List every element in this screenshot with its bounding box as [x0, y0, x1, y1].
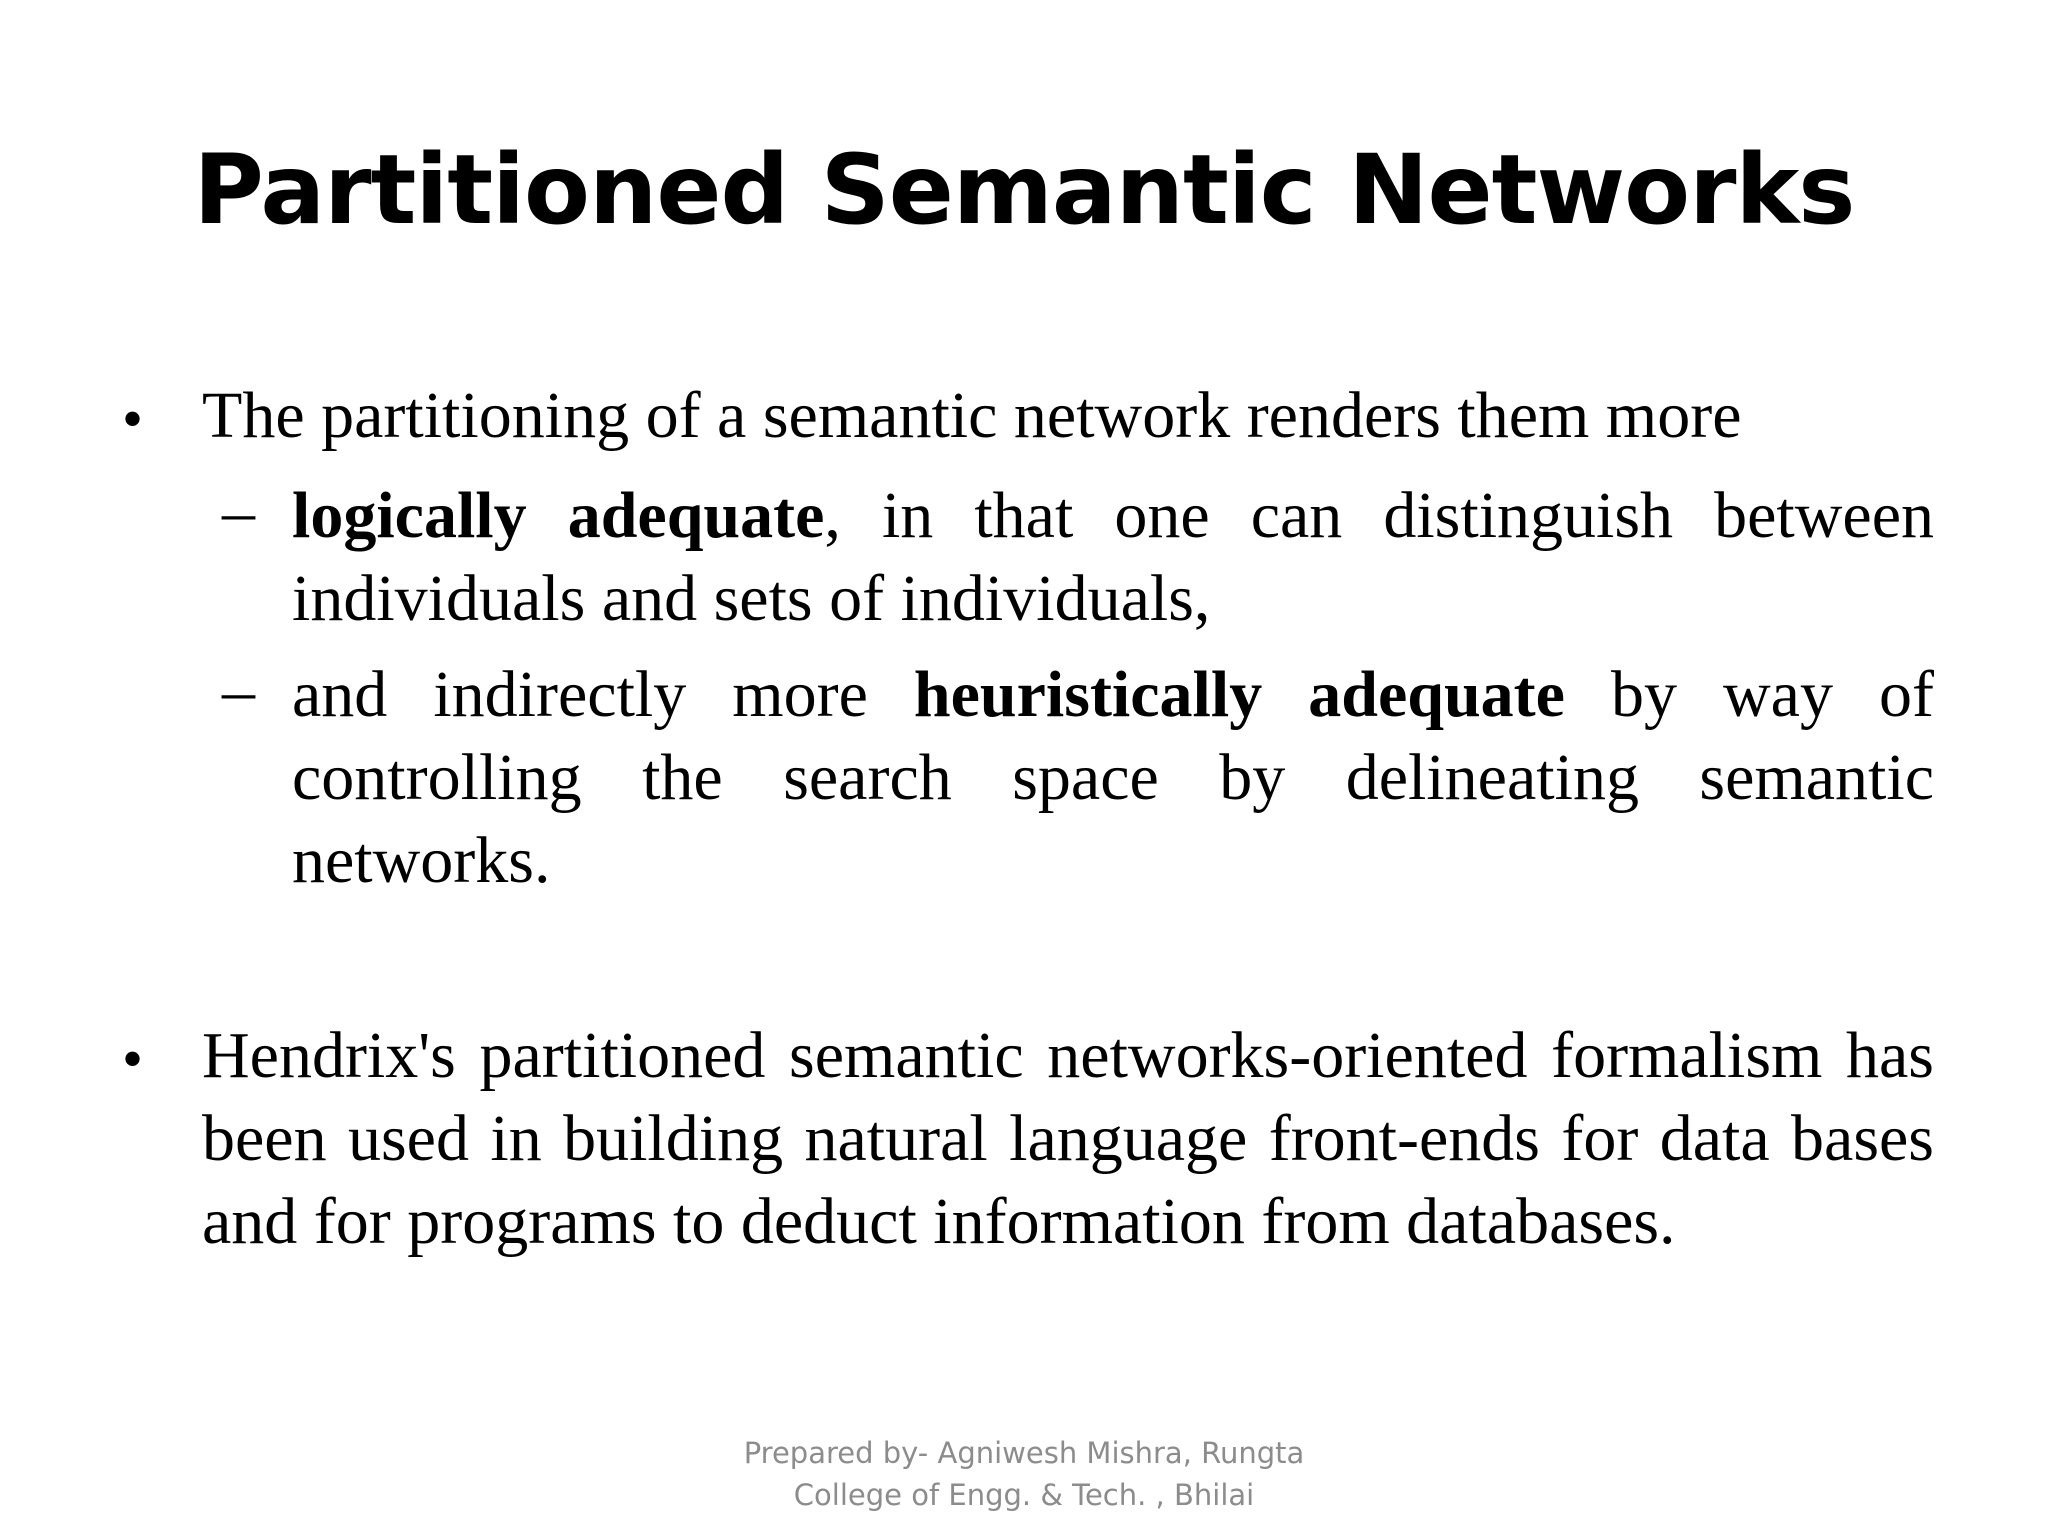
footer-line-1: Prepared by- Agniwesh Mishra, Rungta [743, 1436, 1305, 1470]
sub-bullet-2 [292, 653, 1934, 902]
sub-bullet-2-bold: heuristically adequate [913, 658, 1565, 731]
slide-title: Partitioned Semantic Networks [193, 134, 1855, 246]
bullet-marker: • [122, 1026, 144, 1092]
bullet-2-text: Hendrix's partitioned semantic networks-oriented formalism has been used in building natural language front-ends for data bases and for programs to deduct information from databases. [202, 1019, 1934, 1258]
sub-bullet-1 [292, 474, 1934, 640]
sub-bullet-1-bold: logically adequate [292, 479, 825, 552]
slide-footer [0, 1432, 2048, 1516]
sub-bullet-marker: – [222, 475, 255, 548]
sub-bullet-1-rest: , in that one can distinguish between individuals and sets of individuals, [292, 479, 1934, 635]
sub-bullet-2-pre: and indirectly more [292, 658, 914, 731]
sub-bullet-marker: – [222, 654, 255, 727]
bullet-1-text: The partitioning of a semantic network renders them more [202, 379, 1742, 452]
sub-bullet-2-rest: by way of controlling the search space by delineating semantic networks. [292, 658, 1934, 897]
footer-line-2: College of Engg. & Tech. , Bhilai [793, 1478, 1255, 1512]
bullet-marker: • [122, 386, 144, 452]
